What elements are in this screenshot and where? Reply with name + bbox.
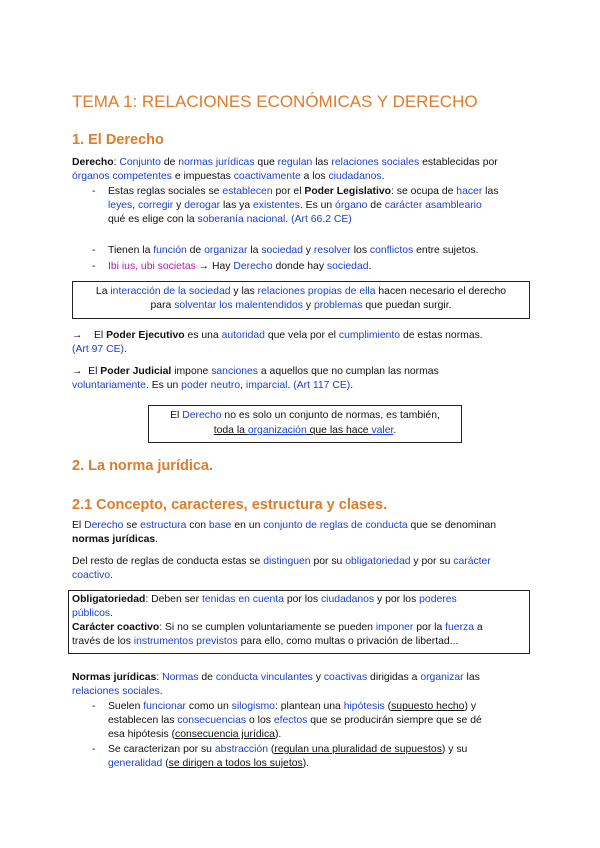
page-title: TEMA 1: RELACIONES ECONÓMICAS Y DERECHO <box>72 92 478 111</box>
box-line-1: Obligatoriedad: Deben ser tenidas en cuenta por los ciudadanos y por los poderes <box>72 594 457 605</box>
note-box-caracteres <box>68 590 530 654</box>
poder-judicial-line-1: → El Poder Judicial impone sanciones a aquellos que no cumplan las normas <box>72 366 439 377</box>
bullet-dash: - <box>92 261 96 272</box>
bullet-legislativo-line-3: qué es elige con la soberanía nacional. (Art 66.2 CE) <box>108 214 352 225</box>
box-line-1: El Derecho no es solo un conjunto de normas, es también, <box>170 410 440 421</box>
box-line-3: Carácter coactivo: Si no se cumplen voluntariamente se pueden imponer por la fuerza a <box>72 622 483 633</box>
estructura-line-1: El Derecho se estructura con base en un conjunto de reglas de conducta que se denominan <box>72 520 497 531</box>
bullet-legislativo-line-1: Estas reglas sociales se establecen por el Poder Legislativo: se ocupa de hacer las <box>108 186 499 197</box>
box-line-2: públicos. <box>72 608 114 619</box>
estructura-line-2: normas jurídicas. <box>72 534 159 545</box>
box-line-4: través de los instrumentos previstos para ello, como multas o privación de libertad... <box>72 636 459 647</box>
poder-judicial-line-2: voluntariamente. Es un poder neutro, imparcial. (Art 117 CE). <box>72 380 354 391</box>
bullet-dash: - <box>92 701 96 712</box>
box-line-2: toda la organización que las hace valer. <box>213 425 397 436</box>
section-heading-norma: 2. La norma jurídica. <box>72 458 214 474</box>
distinguen-line-1: Del resto de reglas de conducta estas se distinguen por su obligatoriedad y por su carácter <box>72 556 491 567</box>
bullet-abstraccion-line-1: Se caracterizan por su abstracción (regulan una pluralidad de supuestos) y su <box>108 744 468 755</box>
bullet-silogismo-line-3: esa hipótesis (consecuencia jurídica). <box>108 729 282 740</box>
bullet-dash: - <box>92 245 96 256</box>
note-box-interaccion <box>72 281 530 319</box>
bullet-silogismo-line-2: establecen las consecuencias o los efectos que se producirán siempre que se dé <box>108 715 482 726</box>
normas-juridicas-line-1: Normas jurídicas: Normas de conducta vinculantes y coactivas dirigidas a organizar las <box>72 672 480 683</box>
box-line-2: para solventar los malentendidos y problemas que puedan surgir. <box>150 300 452 311</box>
bullet-abstraccion-line-2: generalidad (se dirigen a todos los sujetos). <box>108 758 310 769</box>
subsection-heading: 2.1 Concepto, caracteres, estructura y clases. <box>72 497 388 513</box>
bullet-legislativo-line-2: leyes, corregir y derogar las ya existentes. Es un órgano de carácter asambleario <box>108 200 482 211</box>
bullet-silogismo-line-1: Suelen funcionar como un silogismo: plantean una hipótesis (supuesto hecho) y <box>108 701 477 712</box>
definition-line-1: Derecho: Conjunto de normas jurídicas que regulan las relaciones sociales establecidas por <box>72 157 498 168</box>
bullet-dash: - <box>92 186 96 197</box>
bullet-ibi-ius: Ibi ius, ubi societas → Hay Derecho donde hay sociedad. <box>108 261 372 272</box>
note-box-organizacion <box>148 405 462 443</box>
bullet-dash: - <box>92 744 96 755</box>
section-heading-derecho: 1. El Derecho <box>72 132 164 148</box>
definition-line-2: órganos competentes e impuestas coactivamente a los ciudadanos. <box>72 171 385 182</box>
normas-juridicas-line-2: relaciones sociales. <box>72 686 163 697</box>
poder-ejecutivo-line-1: → El Poder Ejecutivo es una autoridad que vela por el cumplimiento de estas normas. <box>72 330 483 341</box>
box-line-1: La interacción de la sociedad y las relaciones propias de ella hacen necesario el derecho <box>95 286 507 297</box>
distinguen-line-2: coactivo. <box>72 570 114 581</box>
poder-ejecutivo-line-2: (Art 97 CE). <box>72 344 127 355</box>
bullet-funcion: Tienen la función de organizar la sociedad y resolver los conflictos entre sujetos. <box>108 245 479 256</box>
